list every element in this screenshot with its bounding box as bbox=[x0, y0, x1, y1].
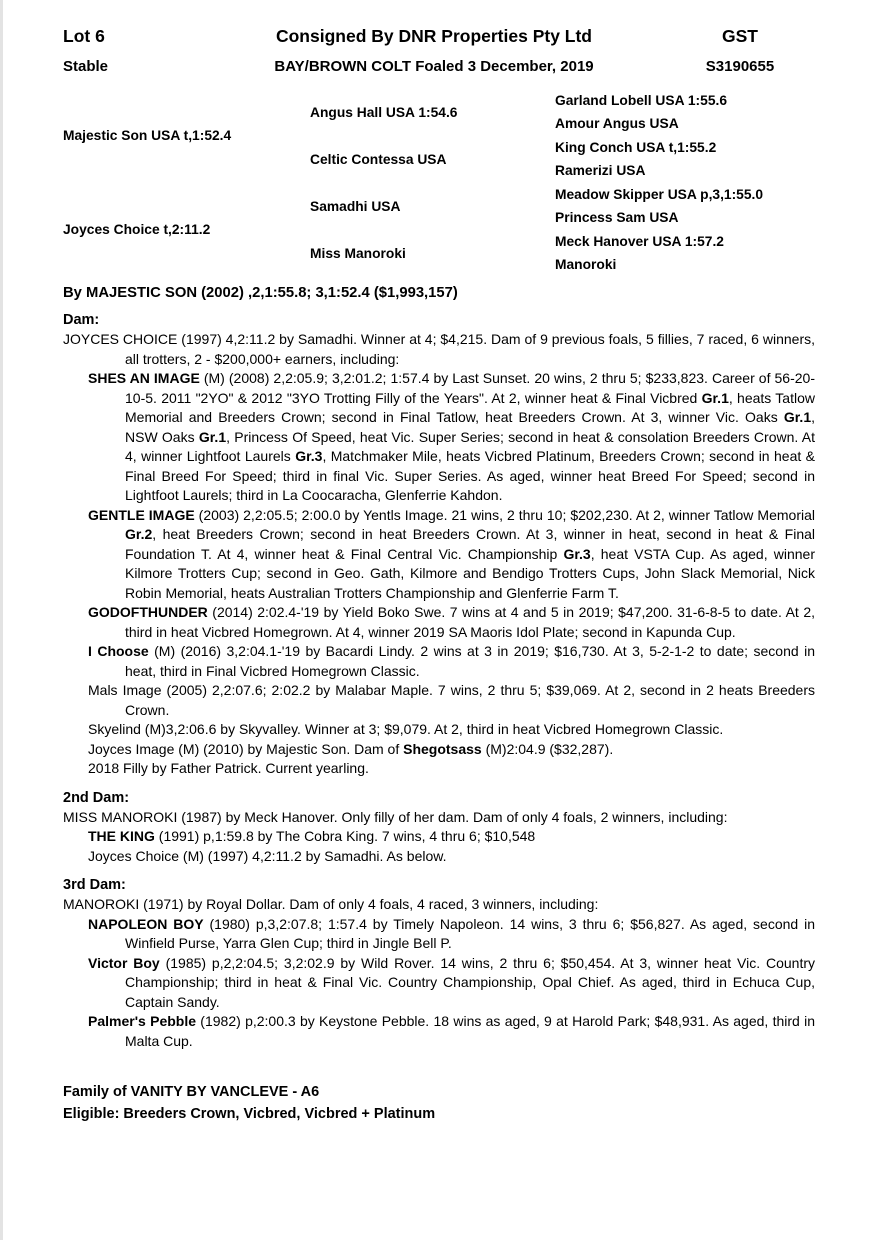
third-dam-foal-entry: NAPOLEON BOY (1980) p,3,2:07.8; 1:57.4 by Timely Napoleon. 14 wins, 3 thru 6; $56,827. As aged, second in Winfield Purse, Yarra Glen Cup; third in Jingle Bell P. bbox=[88, 915, 815, 951]
pedigree-dam: Joyces Choice t,2:11.2 bbox=[63, 222, 211, 238]
pedigree-gen2-entry: Angus Hall USA 1:54.6 bbox=[310, 104, 458, 120]
pedigree-gen3-entry: Ramerizi USA bbox=[555, 163, 646, 179]
pedigree-gen1-column bbox=[63, 89, 310, 277]
sire-summary: By MAJESTIC SON (2002) ,2,1:55.8; 3,1:52.4 ($1,993,157) bbox=[63, 285, 458, 301]
lot-number: Lot 6 bbox=[63, 26, 105, 46]
dam-entry: JOYCES CHOICE (1997) 4,2:11.2 by Samadhi. Winner at 4; $4,215. Dam of 9 previous foals, 5 fillies, 7 raced, 6 winners, all trotters, 2 - $200,000+ earners, including: bbox=[63, 331, 815, 367]
pedigree-gen2-entry: Celtic Contessa USA bbox=[310, 151, 447, 167]
pedigree-gen2-entry: Miss Manoroki bbox=[310, 245, 406, 261]
pedigree-gen3-entry: Garland Lobell USA 1:55.6 bbox=[555, 92, 727, 108]
dam-foal-entry: GODOFTHUNDER (2014) 2:02.4-'19 by Yield Boko Swe. 7 wins at 4 and 5 in 2019; $47,200. 31-6-8-5 to date. At 2, third in heat Vicbred Homegrown. At 4, winner 2019 SA Maoris Idol Plate; second in Kapunda Cup. bbox=[88, 604, 815, 640]
third-dam-foal-entry: Palmer's Pebble (1982) p,2:00.3 by Keystone Pebble. 18 wins as aged, 9 at Harold Park; $48,931. As aged, third in Malta Cup. bbox=[88, 1013, 815, 1049]
eligibility-line: Eligible: Breeders Crown, Vicbred, Vicbred + Platinum bbox=[63, 1106, 436, 1122]
third-dam-entry: MANOROKI (1971) by Royal Dollar. Dam of only 4 foals, 4 raced, 3 winners, including: bbox=[63, 896, 599, 912]
dam-foal-entry: 2018 Filly by Father Patrick. Current yearling. bbox=[88, 760, 369, 776]
second-dam-heading: 2nd Dam: bbox=[63, 789, 130, 806]
pedigree-gen3-column bbox=[555, 89, 815, 277]
pedigree-gen3-entry: Manoroki bbox=[555, 257, 617, 273]
pedigree-gen2-column bbox=[310, 89, 555, 277]
horse-description: BAY/BROWN COLT Foaled 3 December, 2019 bbox=[274, 58, 594, 75]
dam-foal-entry: GENTLE IMAGE (2003) 2,2:05.5; 2:00.0 by Yentls Image. 21 wins, 2 thru 10; $202,230. At 2, winner Tatlow Memorial Gr.2, heat Breeders Crown; second in heat Breeders Crown. At 3, winner in heat, second in heat & Final Foundation T. At 4, winner heat & Final Central Vic. Championship Gr.3, heat VSTA Cup. As aged, winner Kilmore Trotters Cup; second in Geo. Gath, Kilmore and Bendigo Trotters Cups, John Slack Memorial, Nick Robin Memorial, heats Australian Trotters Championship and Glenferrie Farm T. bbox=[88, 506, 815, 601]
gst-label: GST bbox=[722, 26, 758, 46]
pedigree-gen3-entry: Meadow Skipper USA p,3,1:55.0 bbox=[555, 186, 764, 202]
header-line-1 bbox=[63, 26, 815, 47]
footer bbox=[63, 1081, 815, 1125]
stable-label: Stable bbox=[63, 58, 109, 75]
family-line: Family of VANITY BY VANCLEVE - A6 bbox=[63, 1084, 320, 1100]
dam-foal-entry: SHES AN IMAGE (M) (2008) 2,2:05.9; 3,2:01.2; 1:57.4 by Last Sunset. 20 wins, 2 thru 5; $233,823. Career of 56-20-10-5. 2011 "2YO" & 2012 "3YO Trotting Filly of the Years". At 2, winner heat & Final Vicbred Gr.1, heats Tatlow Memorial and Breeders Crown; second in Final Tatlow, heat Breeders Crown. At 3, winner Vic. Oaks Gr.1, NSW Oaks Gr.1, Princess Of Speed, heat Vic. Super Series; second in heat & consolation Breeders Crown. At 4, winner Lightfoot Laurels Gr.3, Matchmaker Mile, heats Vicbred Platinum, Breeders Crown; second in heat & Final Breed For Speed; third in final Vic. Super Series. As aged, winner heat Breed For Speed; second in Lightfoot Laurels; third in La Coocaracha, Glenferrie Kahdon. bbox=[88, 370, 815, 503]
registration-number: S3190655 bbox=[705, 58, 775, 75]
third-dam-foal-entry: Victor Boy (1985) p,2,2:04.5; 3,2:02.9 by Wild Rover. 14 wins, 2 thru 6; $50,454. At 3, winner heat Vic. Country Championship; third in heat & Final Vic. Country Championship, Opal Chief. As aged, third in Echuca Cup, Captain Sandy. bbox=[88, 954, 816, 1010]
pedigree-gen3-entry: Princess Sam USA bbox=[555, 210, 679, 226]
pedigree-gen3-entry: King Conch USA t,1:55.2 bbox=[555, 139, 717, 155]
second-dam-entry: MISS MANOROKI (1987) by Meck Hanover. Only filly of her dam. Dam of only 4 foals, 2 winners, including: bbox=[63, 808, 728, 825]
dam-foal-entry: Mals Image (2005) 2,2:07.6; 2:02.2 by Malabar Maple. 7 wins, 2 thru 5; $39,069. At 2, second in 2 heats Breeders Crown. bbox=[88, 682, 815, 718]
pedigree-table bbox=[63, 89, 815, 277]
dam-foal-entry: I Choose (M) (2016) 3,2:04.1-'19 by Bacardi Lindy. 2 wins at 3 in 2019; $16,730. At 3, 5-2-1-2 to date; second in heat, third in Final Vicbred Homegrown Classic. bbox=[88, 643, 815, 679]
dam-heading: Dam: bbox=[63, 312, 100, 328]
third-dam-heading: 3rd Dam: bbox=[63, 877, 126, 893]
pedigree-gen2-entry: Samadhi USA bbox=[310, 198, 401, 214]
second-dam-foal-entry: Joyces Choice (M) (1997) 4,2:11.2 by Samadhi. As below. bbox=[88, 847, 447, 864]
pedigree-gen3-entry: Amour Angus USA bbox=[555, 116, 679, 132]
page-content bbox=[63, 0, 815, 1125]
header-line-2 bbox=[63, 58, 815, 75]
consignor-title: Consigned By DNR Properties Pty Ltd bbox=[275, 26, 592, 46]
dam-foal-entry: Skyelind (M)3,2:06.6 by Skyvalley. Winner at 3; $9,079. At 2, third in heat Vicbred Homegrown Classic. bbox=[88, 721, 724, 737]
pedigree-sire: Majestic Son USA t,1:52.4 bbox=[63, 128, 232, 144]
dam-foal-entry: Joyces Image (M) (2010) by Majestic Son. Dam of Shegotsass (M)2:04.9 ($32,287). bbox=[88, 740, 614, 757]
second-dam-foal-entry: THE KING (1991) p,1:59.8 by The Cobra King. 7 wins, 4 thru 6; $10,548 bbox=[88, 828, 536, 844]
pedigree-gen3-entry: Meck Hanover USA 1:57.2 bbox=[555, 233, 724, 249]
